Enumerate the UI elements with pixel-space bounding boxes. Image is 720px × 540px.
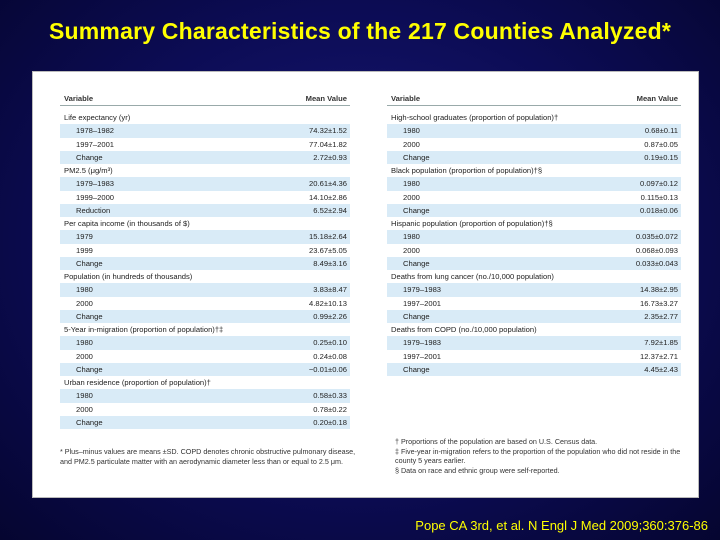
table-row	[60, 389, 350, 402]
row-label: 1980	[76, 285, 93, 295]
section-row	[387, 164, 681, 177]
row-label: Change	[403, 311, 430, 321]
row-value: 0.035±0.072	[635, 232, 678, 242]
row-value: 20.61±4.36	[309, 179, 347, 189]
table-row	[387, 283, 681, 296]
table-row	[60, 403, 350, 416]
row-label: Change	[76, 258, 103, 268]
row-label: Hispanic population (proportion of population)†§	[391, 219, 553, 229]
table-row	[60, 257, 350, 270]
table-row	[60, 204, 350, 217]
row-label: 1999–2000	[76, 192, 115, 202]
row-label: 1997–2001	[76, 139, 115, 149]
row-label: Black population (proportion of population)†§	[391, 166, 543, 176]
row-label: 1979–1983	[76, 179, 115, 189]
table-row	[387, 310, 681, 323]
row-value: 0.115±0.13	[640, 192, 678, 202]
row-value: 0.033±0.043	[635, 258, 678, 268]
table-row	[60, 138, 350, 151]
row-label: 1980	[403, 126, 420, 136]
row-label: 1997–2001	[403, 298, 442, 308]
left-header-mean-value: Mean Value	[305, 94, 347, 103]
row-label: Change	[76, 152, 103, 162]
row-label: High-school graduates (proportion of population)†	[391, 113, 559, 123]
table-row	[387, 177, 681, 190]
section-row	[60, 270, 350, 283]
row-value: 4.45±2.43	[644, 364, 678, 374]
row-value: 2.35±2.77	[644, 311, 678, 321]
row-label: 1979–1983	[403, 285, 442, 295]
row-label: 5-Year in-migration (proportion of population)†‡	[64, 325, 224, 335]
row-label: Change	[403, 152, 430, 162]
table-row	[387, 336, 681, 349]
row-label: Urban residence (proportion of population)†	[64, 378, 211, 388]
row-value: −0.01±0.06	[308, 364, 347, 374]
row-label: PM2.5 (μg/m³)	[64, 166, 113, 176]
row-value: 15.18±2.64	[309, 232, 347, 242]
row-value: 0.58±0.33	[313, 391, 347, 401]
row-value: 3.83±8.47	[313, 285, 347, 295]
table-row	[60, 310, 350, 323]
row-value: 14.38±2.95	[640, 285, 678, 295]
row-label: Deaths from COPD (no./10,000 population)	[391, 325, 537, 335]
row-value: 0.78±0.22	[313, 404, 347, 414]
section-row	[387, 111, 681, 124]
right-header-variable: Variable	[391, 94, 421, 103]
right-table-header	[387, 90, 681, 106]
row-label: 2000	[403, 192, 420, 202]
row-label: Per capita income (in thousands of $)	[64, 219, 190, 229]
row-label: Population (in hundreds of thousands)	[64, 272, 193, 282]
row-label: Change	[76, 364, 103, 374]
section-row	[387, 270, 681, 283]
right-footnotes	[395, 437, 695, 475]
row-value: 0.25±0.10	[313, 338, 347, 348]
slide-title: Summary Characteristics of the 217 Counties Analyzed*	[48, 18, 671, 44]
table-row	[60, 191, 350, 204]
table-row	[60, 177, 350, 190]
row-value: 77.04±1.82	[309, 139, 347, 149]
row-label: 1980	[403, 232, 420, 242]
right-header-mean-value: Mean Value	[636, 94, 678, 103]
row-label: 2000	[403, 139, 420, 149]
row-value: 12.37±2.71	[640, 351, 678, 361]
row-label: Deaths from lung cancer (no./10,000 population)	[391, 272, 554, 282]
row-label: 2000	[403, 245, 420, 255]
row-label: 2000	[76, 298, 93, 308]
row-label: 1978–1982	[76, 126, 115, 136]
left-table	[60, 90, 350, 429]
table-row	[387, 204, 681, 217]
table-row	[387, 244, 681, 257]
table-row	[387, 138, 681, 151]
row-value: 0.68±0.11	[644, 126, 678, 136]
table-row	[60, 283, 350, 296]
row-label: 1979	[76, 232, 93, 242]
table-row	[60, 297, 350, 310]
row-label: 2000	[76, 351, 93, 361]
row-label: Change	[403, 364, 430, 374]
row-value: 0.24±0.08	[313, 351, 347, 361]
row-value: 7.92±1.85	[644, 338, 678, 348]
row-label: Change	[76, 311, 103, 321]
row-value: 16.73±3.27	[640, 298, 678, 308]
table-panel	[32, 71, 699, 498]
section-row	[387, 323, 681, 336]
row-value: 23.67±5.05	[309, 245, 347, 255]
row-label: Life expectancy (yr)	[64, 113, 131, 123]
row-label: Change	[76, 417, 103, 427]
table-row	[60, 363, 350, 376]
table-row	[60, 336, 350, 349]
table-row	[387, 363, 681, 376]
row-value: 8.49±3.16	[313, 258, 347, 268]
table-row	[60, 124, 350, 137]
left-table-header	[60, 90, 350, 106]
row-value: 2.72±0.93	[313, 152, 347, 162]
table-row	[60, 244, 350, 257]
table-row	[60, 416, 350, 429]
row-value: 0.018±0.06	[640, 205, 678, 215]
section-row	[60, 164, 350, 177]
table-row	[387, 257, 681, 270]
row-label: 1980	[403, 179, 420, 189]
row-value: 0.87±0.05	[644, 139, 678, 149]
row-value: 4.82±10.13	[309, 298, 347, 308]
right-table-rows	[387, 111, 681, 376]
citation: Pope CA 3rd, et al. N Engl J Med 2009;360:376-86	[415, 518, 708, 533]
row-value: 14.10±2.86	[309, 192, 347, 202]
left-table-rows	[60, 111, 350, 429]
row-value: 0.19±0.15	[644, 152, 678, 162]
row-label: 1997–2001	[403, 351, 442, 361]
row-value: 74.32±1.52	[309, 126, 347, 136]
row-value: 6.52±2.94	[313, 205, 347, 215]
section-row	[60, 217, 350, 230]
table-row	[387, 151, 681, 164]
row-label: 1980	[76, 391, 93, 401]
table-row	[387, 297, 681, 310]
footnote-section: § Data on race and ethnic group were self-reported.	[395, 465, 560, 475]
row-value: 0.068±0.093	[635, 245, 678, 255]
row-value: 0.20±0.18	[313, 417, 347, 427]
right-table	[387, 90, 681, 376]
section-row	[60, 323, 350, 336]
table-row	[387, 230, 681, 243]
table-row	[60, 230, 350, 243]
row-label: 1979–1983	[403, 338, 442, 348]
section-row	[60, 111, 350, 124]
footnote-dagger: † Proportions of the population are based on U.S. Census data.	[395, 437, 598, 446]
section-row	[60, 376, 350, 389]
table-row	[60, 151, 350, 164]
row-label: 1980	[76, 338, 93, 348]
row-value: 0.097±0.12	[640, 179, 678, 189]
table-row	[387, 350, 681, 363]
row-label: Change	[403, 258, 430, 268]
row-label: Change	[403, 205, 430, 215]
table-row	[60, 350, 350, 363]
left-footnote: * Plus–minus values are means ±SD. COPD denotes chronic obstructive pulmonary disease, and PM2.5 particulate matter with an aerodynamic diameter less than or equal to 2.5 μm.	[60, 447, 356, 466]
left-header-variable: Variable	[64, 94, 94, 103]
table-row	[387, 191, 681, 204]
footnote-double-dagger: ‡ Five-year in-migration refers to the proportion of the population who did not reside in the county 5 years earlier.	[395, 446, 681, 466]
row-label: 2000	[76, 404, 93, 414]
section-row	[387, 217, 681, 230]
row-label: 1999	[76, 245, 93, 255]
table-row	[387, 124, 681, 137]
row-label: Reduction	[76, 205, 111, 215]
row-value: 0.99±2.26	[313, 311, 347, 321]
